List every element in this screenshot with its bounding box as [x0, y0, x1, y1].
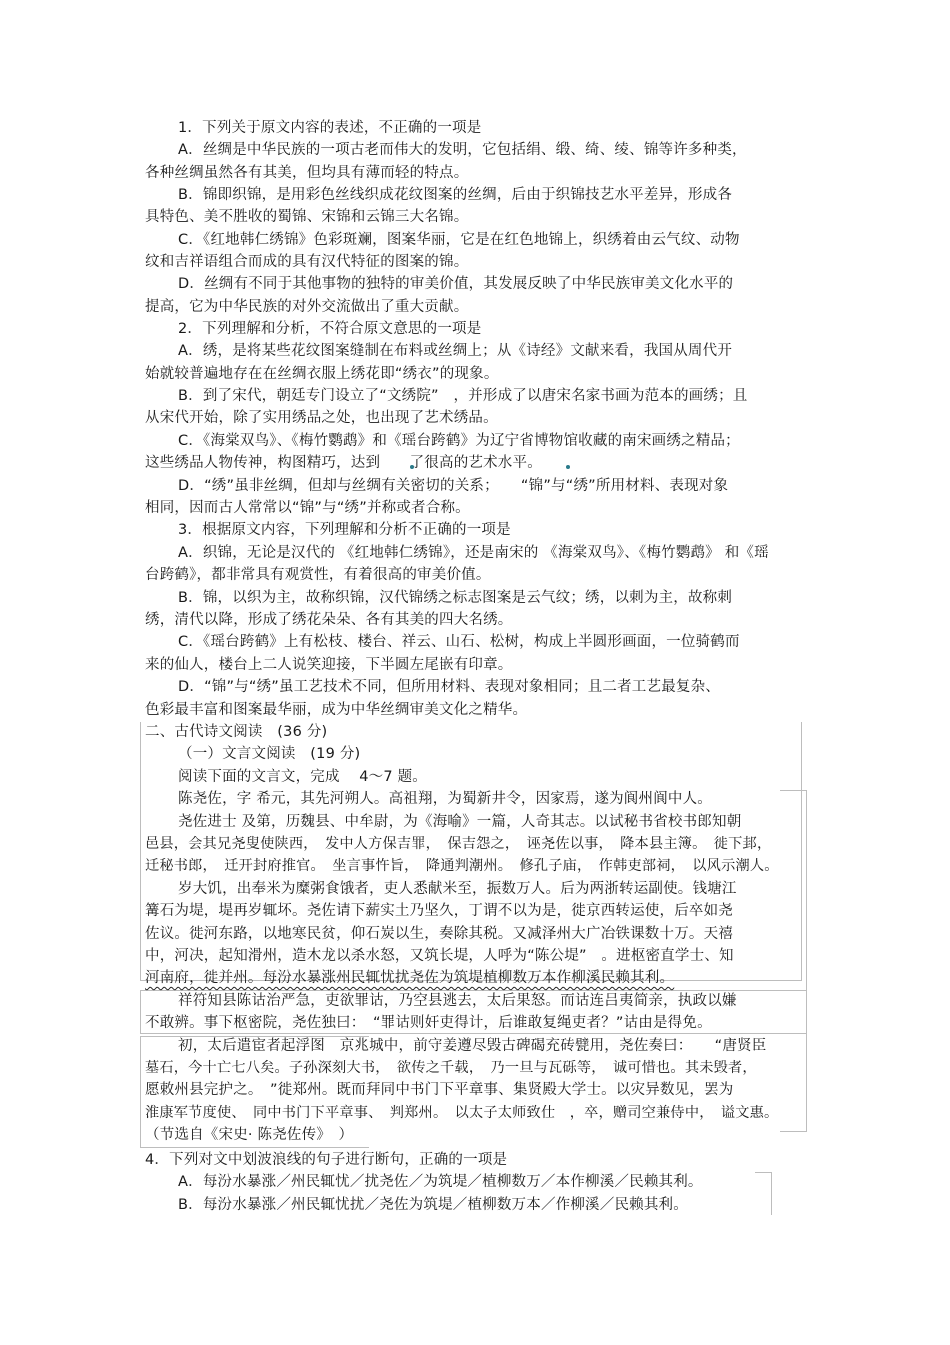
wavy-underlined-sentence: 河南府，徙并州。每汾水暴涨州民辄忧扰尧佐为筑堤植柳数万本作柳溪民赖其利。	[145, 970, 675, 986]
classical-text-line: 淮康军节度使、 同中书门下平章事、 判郑州。 以太子太师致仕 ，卒，赠司空兼侍中， 谥文惠。	[145, 1105, 779, 1121]
classical-text-line: 篝石为堤，堤再岁辄坏。尧佐请下薪实土乃坚久，丁谓不以为是，徙京西转运使，后卒如尧	[145, 903, 733, 919]
q1-option-a-cont: 各种丝绸虽然各有其美，但均具有薄而轻的特点。	[145, 165, 469, 181]
q1-option-b-cont: 具特色、美不胜收的蜀锦、宋锦和云锦三大名锦。	[145, 209, 469, 225]
q4-option-a: A．每汾水暴涨／州民辄忧／扰尧佐／为筑堤／植柳数万／本作柳溪／民赖其利。	[178, 1174, 703, 1190]
classical-text-line: 邑县，会其兄尧叟使陕西， 发中人方保吉罪， 保吉怨之， 诬尧佐以事， 降本县主簿。 徙下邽，	[145, 836, 772, 852]
q3-option-a-cont: 台跨鹤》，都非常具有观赏性，有着很高的审美价值。	[145, 567, 491, 583]
q1-option-d-cont: 提高，它为中华民族的对外交流做出了重大贡献。	[145, 299, 469, 315]
q2-option-a: A．绣，是将某些花纹图案缝制在布料或丝绸上；从《诗经》文献来看，我国从周代开	[178, 343, 733, 359]
q3-option-b: B．锦，以织为主，故称织锦，汉代锦绣之标志图案是云气纹；绣，以刺为主，故称刺	[178, 590, 733, 606]
q3-option-c-cont: 来的仙人，楼台上二人说笑迎接，下半圆左尾嵌有印章。	[145, 657, 513, 673]
q3-option-b-cont: 绣，清代以降，形成了绣花朵朵、各有其美的四大名绣。	[145, 612, 513, 628]
classical-text-line: 祥符知县陈诂治严急，吏欲罪诂，乃空县逃去，太后果怒。而诂连吕夷简亲，执政以嫌	[178, 993, 737, 1009]
question-2-stem: 2．下列理解和分析，不符合原文意思的一项是	[178, 321, 482, 337]
q3-option-d: D．“锦”与“绣”虽工艺技术不同，但所用材料、表现对象相同；且二者工艺最复杂、	[178, 679, 721, 695]
q2-option-d: D．“绣”虽非丝绸，但却与丝绸有关密切的关系； “锦”与“绣”所用材料、表现对象	[178, 478, 729, 494]
source-citation: （节选自《宋史· 陈尧佐传》 ）	[145, 1127, 354, 1143]
scan-dot	[566, 465, 570, 469]
classical-text-line: 岁大饥，出奉米为糜粥食饿者，吏人悉献米至，振数万人。后为两浙转运副使。钱塘江	[178, 881, 737, 897]
classical-text-line: 佐议。徙河东路，以地寒民贫，仰石炭以生，奏除其税。又减泽州大广冶铁课数十万。天禧	[145, 926, 733, 942]
q1-option-a: A．丝绸是中华民族的一项古老而伟大的发明，它包括绢、缎、绮、绫、锦等许多种类，	[178, 142, 747, 158]
question-1-stem: 1．下列关于原文内容的表述，不正确的一项是	[178, 120, 482, 136]
q1-option-c-cont: 纹和吉祥语组合而成的具有汉代特征的图案的锦。	[145, 254, 469, 270]
q2-option-c-cont: 这些绣品人物传神，构图精巧，达到 了很高的艺术水平。	[145, 455, 542, 471]
q2-option-c: C．《海棠双鸟》、《梅竹鹦鹉》和《瑶台跨鹤》为辽宁省博物馆收藏的南宋画绣之精品；	[178, 433, 740, 449]
classical-text-line: 陈尧佐，字 希元，其先河朔人。高祖翔，为蜀新井令，因家焉，遂为阆州阆中人。	[178, 791, 713, 807]
q4-option-b: B．每汾水暴涨／州民辄忧扰／尧佐为筑堤／植柳数万本／作柳溪／民赖其利。	[178, 1197, 688, 1213]
q2-option-a-cont: 始就较普遍地存在在丝绸衣服上绣花即“绣衣”的现象。	[145, 366, 499, 382]
subsection-heading: （一）文言文阅读 (19 分)	[178, 746, 361, 762]
classical-text-line: 不敢辨。事下枢密院，尧佐独曰： “罪诂则奸吏得计，后谁敢复绳吏者？”诂由是得免。	[145, 1015, 712, 1031]
classical-text-line: 中，河决，起知滑州，造木龙以杀水怒，又筑长堤，人呼为“陈公堤” 。进枢密直学士、知	[145, 948, 734, 964]
q1-option-b: B．锦即织锦，是用彩色丝线织成花纹图案的丝绸，后由于织锦技艺水平差异，形成各	[178, 187, 733, 203]
classical-text-line: 迁秘书郎， 迁开封府推官。 坐言事忤旨， 降通判潮州。 修孔子庙， 作韩吏部祠， 以风示潮人。	[145, 858, 779, 874]
reading-instruction: 阅读下面的文言文，完成 4～7 题。	[178, 769, 427, 785]
question-3-stem: 3．根据原文内容，下列理解和分析不正确的一项是	[178, 522, 511, 538]
scan-frame	[755, 1172, 772, 1215]
section-heading: 二、古代诗文阅读 (36 分)	[145, 724, 328, 740]
classical-text-line: 愿敕州县完护之。 ”徙郑州。既而拜同中书门下平章事、集贤殿大学士。以灾异数见，罢为	[145, 1082, 734, 1098]
q1-option-c: C．《红地韩仁绣锦》色彩斑斓，图案华丽，它是在红色地锦上，织绣着由云气纹、动物	[178, 232, 740, 248]
question-4-stem: 4．下列对文中划波浪线的句子进行断句，正确的一项是	[145, 1152, 508, 1168]
classical-text-line: 尧佐进士 及第，历魏县、中牟尉，为《海喻》一篇，人奇其志。以试秘书省校书郎知朝	[178, 814, 742, 830]
classical-text-line: 初，太后遣宦者起浮图 京兆城中，前守姜遵尽毁古碑碣充砖甓用，尧佐奏曰： “唐贤臣	[178, 1038, 767, 1054]
q3-option-c: C．《瑶台跨鹤》上有松枝、楼台、祥云、山石、松树，构成上半圆形画面，一位骑鹤而	[178, 634, 740, 650]
q1-option-d: D．丝绸有不同于其他事物的独特的审美价值，其发展反映了中华民族审美文化水平的	[178, 276, 734, 292]
q2-option-b: B．到了宋代，朝廷专门设立了“文绣院” ，并形成了以唐宋名家书画为范本的画绣；且	[178, 388, 748, 404]
q3-option-a: A．织锦，无论是汉代的 《红地韩仁绣锦》，还是南宋的 《海棠双鸟》、《梅竹鹦鹉》 和《瑶	[178, 545, 769, 561]
q3-option-d-cont: 色彩最丰富和图案最华丽，成为中华丝绸审美文化之精华。	[145, 702, 528, 718]
classical-text-line: 墓石，今十亡七八矣。子孙深刻大书， 欲传之千载， 乃一旦与瓦砾等， 诚可惜也。其未毁者，	[145, 1060, 757, 1076]
scan-frame	[780, 790, 807, 1132]
q2-option-b-cont: 从宋代开始，除了实用绣品之处，也出现了艺术绣品。	[145, 410, 498, 426]
q2-option-d-cont: 相同，因而古人常常以“锦”与“绣”并称或者合称。	[145, 500, 470, 516]
